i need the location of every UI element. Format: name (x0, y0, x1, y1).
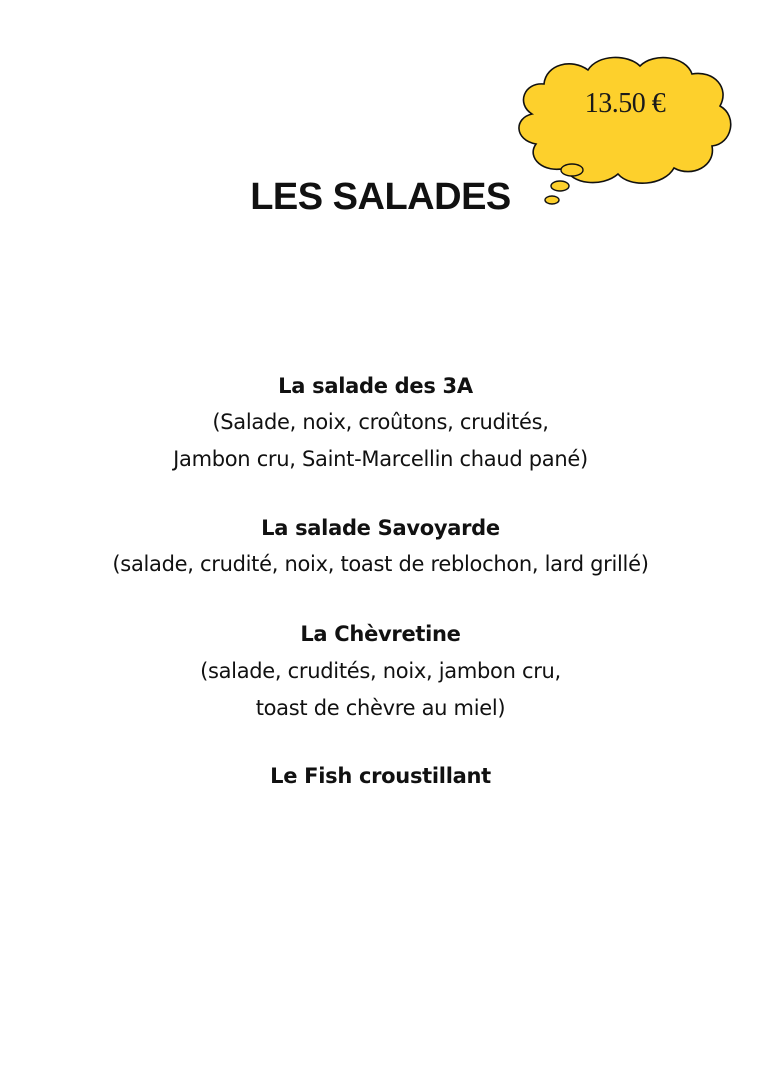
price-label: 13.50 € (584, 88, 666, 119)
salad-description-line: (salade, crudités, noix, jambon cru, (200, 659, 561, 683)
page-title: LES SALADES (250, 176, 511, 218)
salad-description-line: Jambon cru, Saint-Marcellin chaud pané) (173, 447, 588, 471)
salad-description-line: (salade, crudité, noix, toast de reblochon, lard grillé) (112, 552, 649, 576)
salad-description-line: toast de chèvre au miel) (255, 696, 506, 720)
salad-name: La salade Savoyarde (261, 516, 500, 540)
salad-description-line: (Salade, noix, croûtons, crudités, (212, 410, 549, 434)
salad-name: Le Fish croustillant (270, 764, 491, 788)
salad-name: La Chèvretine (300, 622, 461, 646)
salad-name: La salade des 3A (278, 374, 473, 398)
